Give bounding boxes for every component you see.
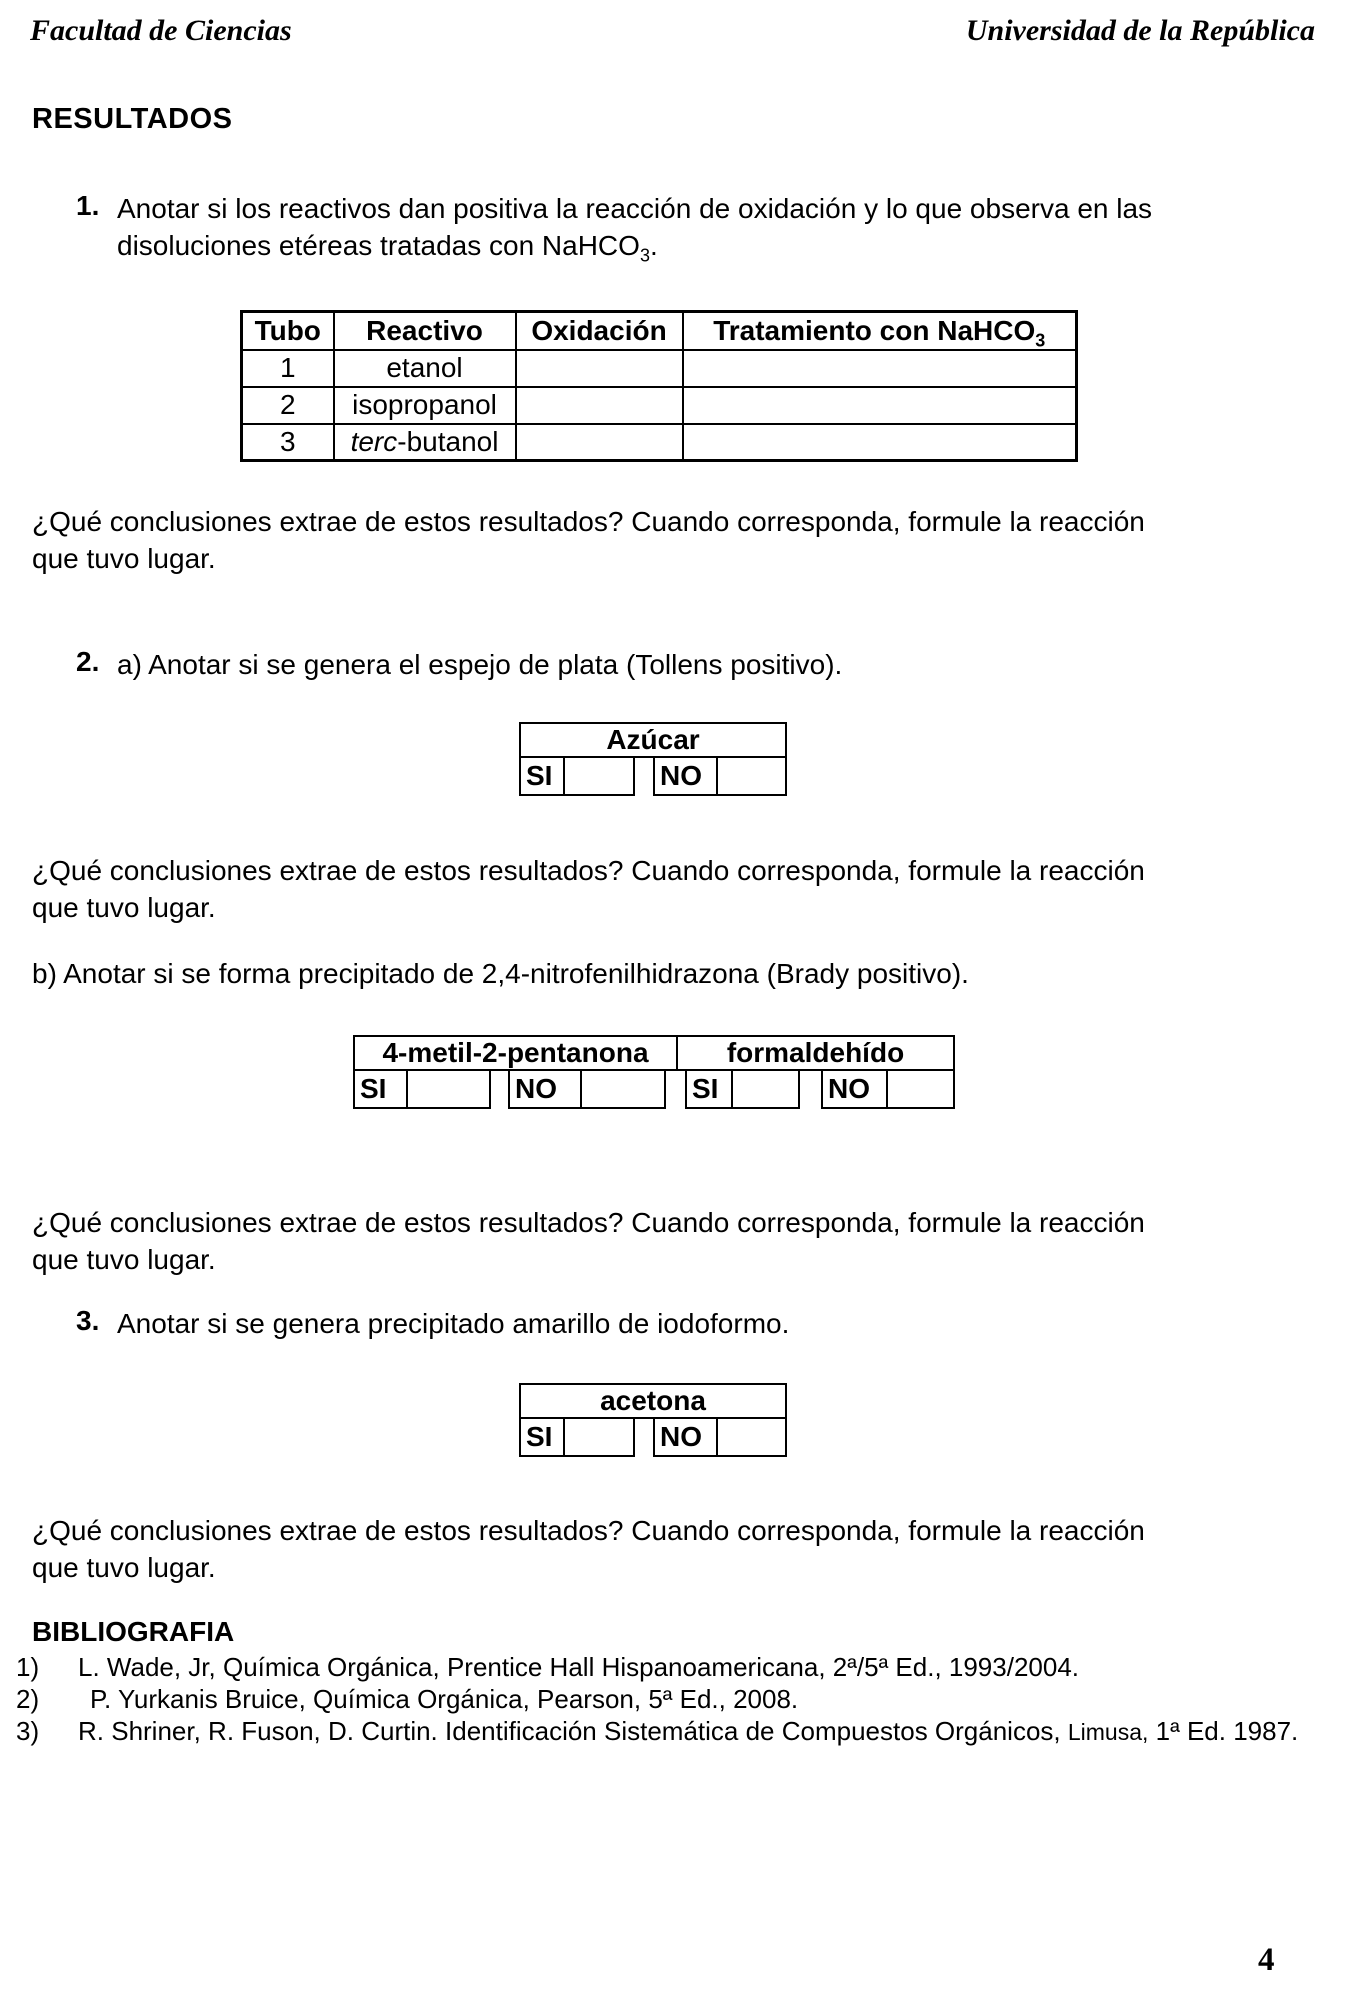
empty-cell [733, 1071, 800, 1109]
header-university: Universidad de la República [965, 14, 1315, 47]
reactivo-value: isopropanol [334, 387, 516, 424]
item-3-text: Anotar si se genera precipitado amarillo de iodoformo. [117, 1308, 790, 1339]
iodoform-table [519, 1383, 787, 1457]
empty-cell [565, 758, 635, 796]
header-faculty: Facultad de Ciencias [30, 14, 292, 47]
column-header-tubo: Tubo [242, 312, 334, 350]
ref-number: 2) [16, 1684, 40, 1714]
item-1-line2: disoluciones etéreas tratadas con NaHCO$_3$. [117, 230, 658, 266]
empty-cell [516, 424, 683, 461]
iodoform-table-title: acetona [519, 1383, 787, 1419]
empty-cell [888, 1071, 955, 1109]
bibliography-title: BIBLIOGRAFIA [32, 1616, 235, 1647]
ref-text: P. Yurkanis Bruice, Química Orgánica, Pearson, 5ª Ed., 2008. [90, 1684, 799, 1714]
empty-cell [683, 387, 1077, 424]
conclusions-paragraph: ¿Qué conclusiones extrae de estos resultados? Cuando corresponda, formule la reacción que tuvo lugar. [32, 1207, 1145, 1275]
item-3 [76, 1305, 789, 1342]
item-3-number: 3. [76, 1305, 100, 1336]
table-row [242, 424, 1077, 461]
item-2 [76, 646, 842, 683]
ref-number: 3) [16, 1716, 40, 1746]
table-row [242, 387, 1077, 424]
brady-table [353, 1035, 955, 1109]
ref-text: R. Shriner, R. Fuson, D. Curtin. Identificación Sistemática de Compuestos Orgánicos, Limusa, 1ª Ed. 1987. [78, 1716, 1299, 1746]
table-gap [491, 1071, 508, 1109]
empty-cell [582, 1071, 666, 1109]
brady-col2-title: formaldehído [678, 1035, 955, 1071]
item-1-number: 1. [76, 190, 100, 221]
no-label: NO [653, 758, 718, 796]
subscript-3: 3 [639, 245, 650, 266]
empty-cell [718, 758, 787, 796]
brady-col1-title: 4-metil-2-pentanona [353, 1035, 678, 1071]
tubo-value: 2 [242, 387, 334, 424]
table-gap [666, 1071, 685, 1109]
item-1 [76, 190, 1152, 264]
si-label: SI [519, 1419, 565, 1457]
subscript-3: 3 [1035, 330, 1046, 351]
tollens-table [519, 722, 787, 796]
oxidation-table [240, 310, 1078, 462]
ref-number: 1) [16, 1652, 40, 1682]
no-label: NO [653, 1419, 718, 1457]
empty-cell [718, 1419, 787, 1457]
tubo-value: 3 [242, 424, 334, 461]
oxidation-table-header-row [242, 312, 1077, 350]
no-label: NO [821, 1071, 888, 1109]
section-title: RESULTADOS [32, 103, 233, 135]
tollens-table-title: Azúcar [519, 722, 787, 758]
column-header-reactivo: Reactivo [334, 312, 516, 350]
empty-cell [516, 387, 683, 424]
empty-cell [683, 350, 1077, 387]
no-label: NO [508, 1071, 582, 1109]
table-gap [635, 1419, 653, 1457]
item-1-line1: Anotar si los reactivos dan positiva la reacción de oxidación y lo que observa en las [117, 193, 1153, 224]
bibliography-ref-3 [16, 1716, 1298, 1747]
si-label: SI [519, 758, 565, 796]
column-header-tratamiento: Tratamiento con NaHCO$_3$ [683, 312, 1077, 350]
si-label: SI [685, 1071, 733, 1109]
tubo-value: 1 [242, 350, 334, 387]
item-2a-text: a) Anotar si se genera el espejo de plata (Tollens positivo). [117, 649, 843, 680]
conclusions-paragraph: ¿Qué conclusiones extrae de estos resultados? Cuando corresponda, formule la reacción que tuvo lugar. [32, 855, 1145, 923]
empty-cell [683, 424, 1077, 461]
ref-text: L. Wade, Jr, Química Orgánica, Prentice Hall Hispanoamericana, 2ª/5ª Ed., 1993/2004. [78, 1652, 1080, 1682]
page-number: 4 [1258, 1942, 1275, 1978]
table-gap [800, 1071, 821, 1109]
item-2-number: 2. [76, 646, 100, 677]
column-header-oxidacion: Oxidación [516, 312, 683, 350]
empty-cell [408, 1071, 491, 1109]
reactivo-value: etanol [334, 350, 516, 387]
conclusions-paragraph: ¿Qué conclusiones extrae de estos resultados? Cuando corresponda, formule la reacción que tuvo lugar. [32, 1515, 1145, 1583]
ref-publisher: Limusa, [1067, 1719, 1149, 1745]
si-label: SI [353, 1071, 408, 1109]
table-gap [635, 758, 653, 796]
conclusions-paragraph: ¿Qué conclusiones extrae de estos resultados? Cuando corresponda, formule la reacción que tuvo lugar. [32, 506, 1145, 574]
item-2b-text: b) Anotar si se forma precipitado de 2,4-nitrofenilhidrazona (Brady positivo). [32, 958, 969, 989]
empty-cell [516, 350, 683, 387]
bibliography-ref-2 [16, 1684, 798, 1715]
item-1-text [117, 190, 1152, 264]
table-row [242, 350, 1077, 387]
bibliography-ref-1 [16, 1652, 1079, 1683]
reactivo-value: terc-butanol [334, 424, 516, 461]
empty-cell [565, 1419, 635, 1457]
